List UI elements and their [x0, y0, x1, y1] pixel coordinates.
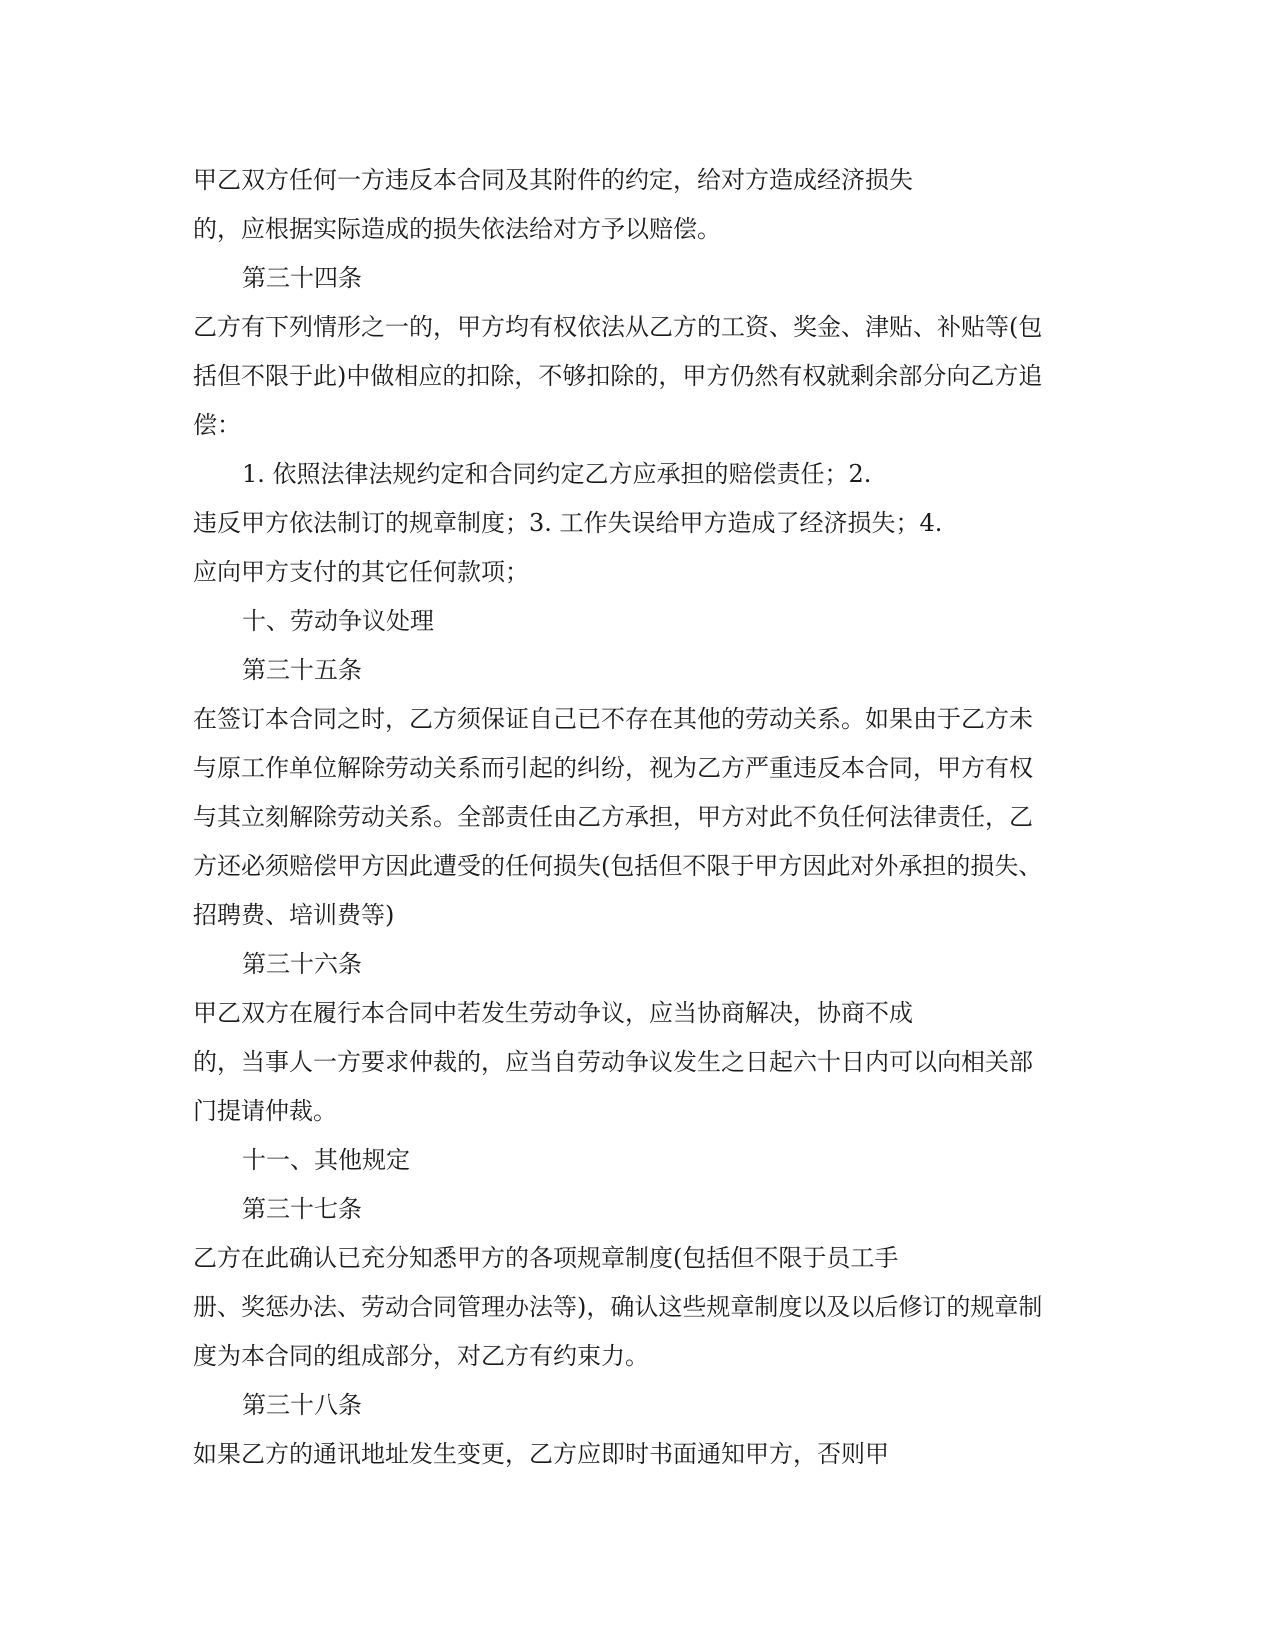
paragraph-line: 门提请仲裁。 [193, 1097, 337, 1125]
paragraph-line: 在签订本合同之时，乙方须保证自己已不存在其他的劳动关系。如果由于乙方未 [193, 705, 1033, 733]
paragraph-line: 的，应根据实际造成的损失依法给对方予以赔偿。 [193, 215, 721, 243]
article-heading: 第三十八条 [242, 1391, 362, 1419]
paragraph-line: 偿： [193, 411, 241, 439]
section-heading: 十一、其他规定 [242, 1146, 410, 1174]
paragraph-line: 括但不限于此)中做相应的扣除，不够扣除的，甲方仍然有权就剩余部分向乙方追 [193, 362, 1043, 390]
paragraph-line: 招聘费、培训费等) [193, 901, 395, 929]
paragraph-line: 乙方在此确认已充分知悉甲方的各项规章制度(包括但不限于员工手 [193, 1244, 899, 1272]
list-item-line: 违反甲方依法制订的规章制度；3. 工作失误给甲方造成了经济损失；4. [193, 509, 943, 537]
paragraph-line: 与原工作单位解除劳动关系而引起的纠纷，视为乙方严重违反本合同，甲方有权 [193, 754, 1033, 782]
section-heading: 十、劳动争议处理 [242, 607, 434, 635]
article-heading: 第三十七条 [242, 1195, 362, 1223]
paragraph-line: 乙方有下列情形之一的，甲方均有权依法从乙方的工资、奖金、津贴、补贴等(包 [193, 313, 1043, 341]
list-item-line: 应向甲方支付的其它任何款项； [193, 558, 529, 586]
list-item-line: 1. 依照法律法规约定和合同约定乙方应承担的赔偿责任；2. [242, 460, 872, 488]
article-heading: 第三十四条 [242, 264, 362, 292]
article-heading: 第三十六条 [242, 950, 362, 978]
paragraph-line: 的，当事人一方要求仲裁的，应当自劳动争议发生之日起六十日内可以向相关部 [193, 1048, 1033, 1076]
paragraph-line: 度为本合同的组成部分，对乙方有约束力。 [193, 1342, 649, 1370]
paragraph-line: 方还必须赔偿甲方因此遭受的任何损失(包括但不限于甲方因此对外承担的损失、 [193, 852, 1043, 880]
paragraph-line: 与其立刻解除劳动关系。全部责任由乙方承担，甲方对此不负任何法律责任，乙 [193, 803, 1033, 831]
paragraph-line: 甲乙双方任何一方违反本合同及其附件的约定，给对方造成经济损失 [193, 166, 913, 194]
paragraph-line: 甲乙双方在履行本合同中若发生劳动争议，应当协商解决，协商不成 [193, 999, 913, 1027]
document-body [193, 158, 1088, 1481]
paragraph-line: 册、奖惩办法、劳动合同管理办法等)，确认这些规章制度以及以后修订的规章制 [193, 1293, 1043, 1321]
paragraph-line: 如果乙方的通讯地址发生变更，乙方应即时书面通知甲方，否则甲 [193, 1440, 889, 1468]
article-heading: 第三十五条 [242, 656, 362, 684]
